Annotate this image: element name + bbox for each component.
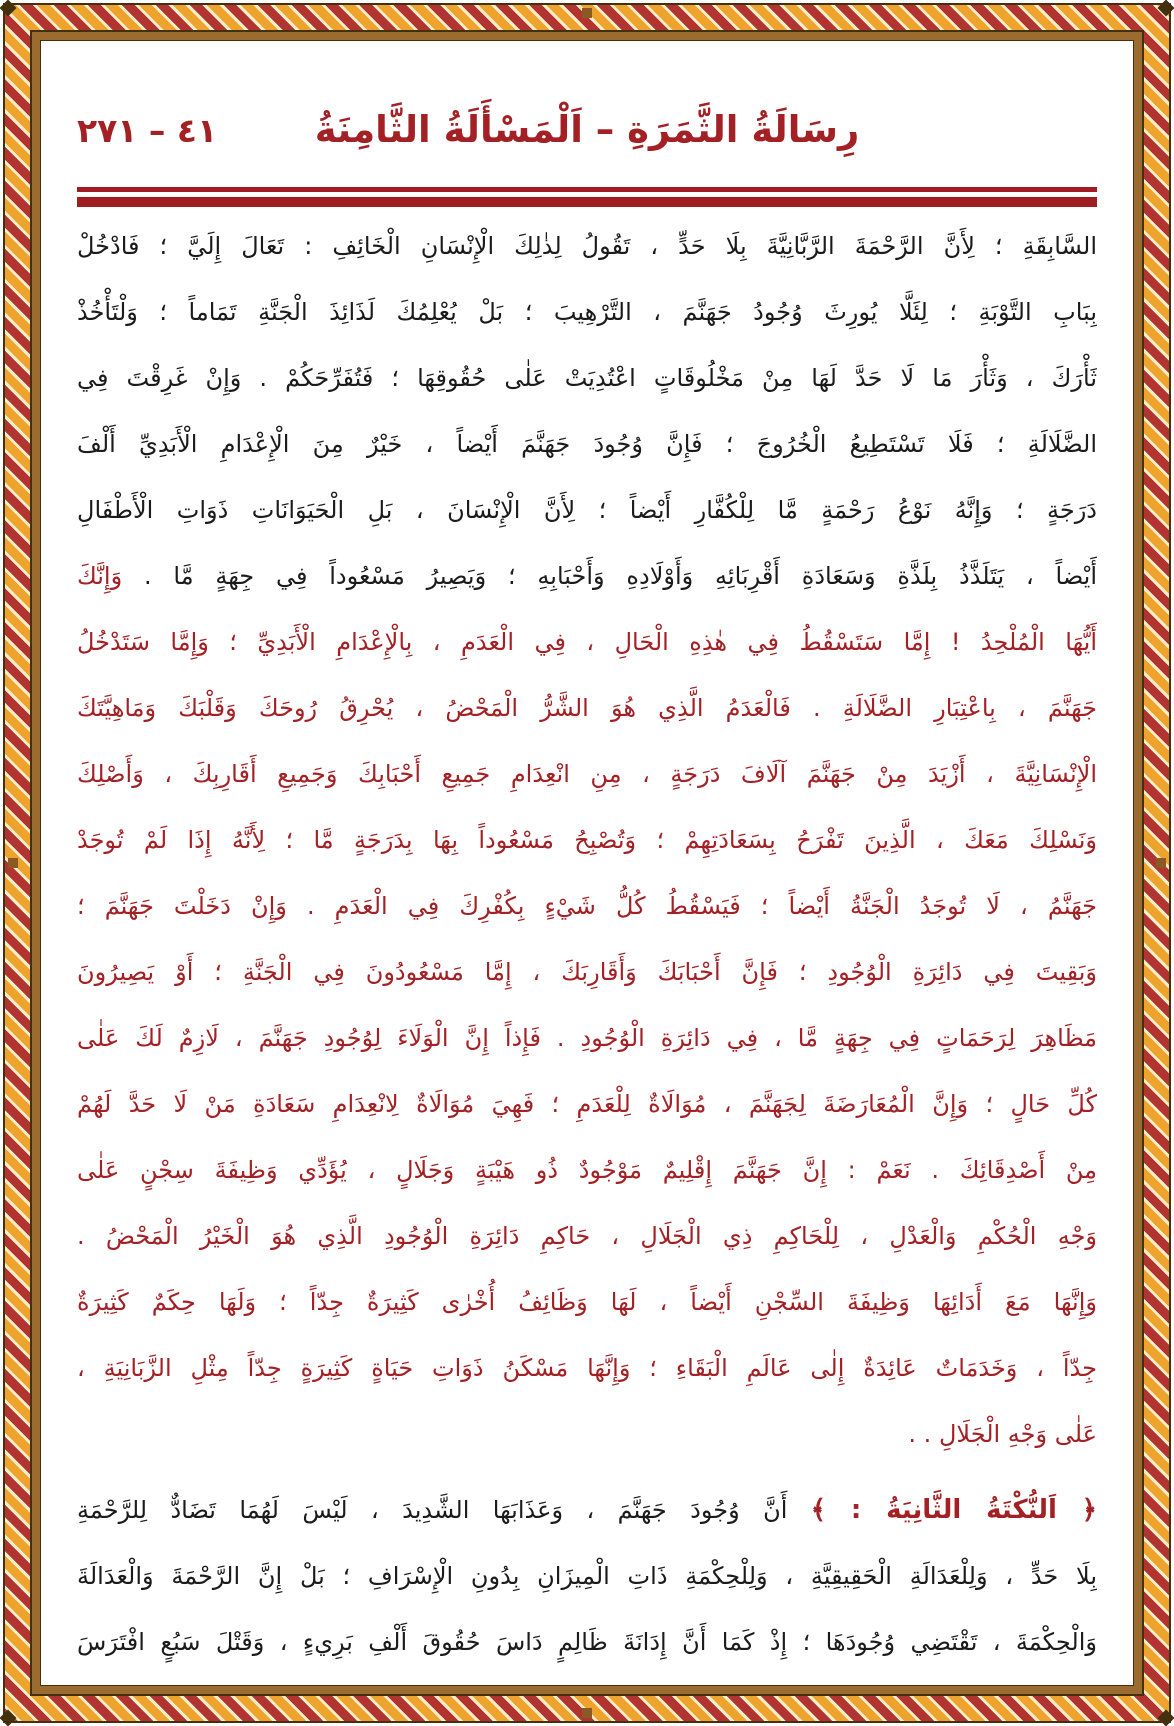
- page-header: [77, 101, 1097, 159]
- section-ornament-label: ﴿ اَلنُّكْتَةُ الثَّانِيَةُ : ﴾: [810, 1495, 1097, 1525]
- text-line: [77, 1609, 1097, 1675]
- text-segment: أَيُّهَا الْمُلْحِدُ ! إِمَّا سَتَسْقُطُ فِي هٰذِهِ الْحَالِ ، فِي الْعَدَمِ ، بِالْإِعْدَامِ الْأَبَدِيِّ ؛ وَإِمَّا سَتَدْخُلُ: [77, 628, 1097, 656]
- frame-edge-ornament: [582, 1708, 592, 1718]
- text-segment: السَّابِقَةِ ؛ لِأَنَّ الرَّحْمَةَ الرَّبَّانِيَّةَ بِلَا حَدٍّ ، تَقُولُ لِذٰلِكَ الْإِنْسَانِ الْخَائِفِ : تَعَالَ إِلَيَّ ؛ فَادْخُلْ: [77, 232, 1097, 260]
- text-segment: وَجْهِ الْحُكْمِ وَالْعَدْلِ ، لِلْحَاكِمِ ذِي الْجَلَالِ ، حَاكِمِ دَائِرَةِ الْوُجُودِ الَّذِي هُوَ الْخَيْرُ الْمَحْضُ .: [77, 1222, 1097, 1250]
- frame-edge-ornament: [582, 8, 592, 18]
- text-line: [77, 939, 1097, 1005]
- text-line: [77, 873, 1097, 939]
- text-segment: بِلَا حَدٍّ ، وَلِلْعَدَالَةِ الْحَقِيقِيَّةِ ، وَلِلْحِكْمَةِ ذَاتِ الْمِيزَانِ بِدُونِ الْإِسْرَافِ ؛ بَلْ إِنَّ الرَّحْمَةَ وَالْعَدَالَةَ: [77, 1562, 1097, 1590]
- text-segment: جَهَنَّمُ ، لَا تُوجَدُ الْجَنَّةُ أَيْضاً ؛ فَيَسْقُطُ كُلُّ شَيْءٍ بِكُفْرِكَ فِي الْعَدَمِ . وَإِنْ دَخَلْتَ جَهَنَّمَ ؛: [77, 892, 1097, 920]
- text-segment: وَالْحِكْمَةَ ، تَقْتَضِي وُجُودَهَا ؛ إِذْ كَمَا أَنَّ إِدَانَةَ ظَالِمٍ دَاسَ حُقُوقَ أَلْفِ بَرِيءٍ ، وَقَتْلَ سَبُعٍ افْتَرَسَ: [77, 1628, 1097, 1656]
- text-segment: وَإِنَّهَا مَعَ أَدَائِهَا وَظِيفَةَ السِّجْنِ أَيْضاً ، لَهَا وَظَائِفُ أُخْرٰى كَثِيرَةٌ جِدّاً ؛ وَلَهَا حِكَمٌ كَثِيرَةٌ: [77, 1288, 1097, 1316]
- page-number: ٤١ – ٢٧١: [77, 111, 218, 150]
- header-rule-thick: [77, 197, 1097, 207]
- text-line: [77, 543, 1097, 609]
- frame-corner-ornament: [1158, 1710, 1174, 1726]
- text-line: [77, 1005, 1097, 1071]
- header-rule-thin: [77, 187, 1097, 192]
- page-title: رِسَالَةُ الثَّمَرَةِ – اَلْمَسْأَلَةُ الثَّامِنَةُ: [314, 108, 860, 151]
- text-line: [77, 213, 1097, 279]
- text-segment: أَيْضاً ، يَتَلَذَّذُ بِلَذَّةِ وَسَعَادَةِ أَقْرِبَائِهِ وَأَوْلَادِهِ وَأَحْبَابِهِ ؛ وَيَصِيرُ مَسْعُوداً فِي جِهَةٍ مَّا .: [122, 562, 1097, 590]
- text-segment: دَرَجَةٍ ؛ وَإِنَّهُ نَوْعُ رَحْمَةٍ مَّا لِلْكُفَّارِ أَيْضاً ؛ لِأَنَّ الْإِنْسَانَ ، بَلِ الْحَيَوَانَاتِ ذَوَاتِ الْأَطْفَالِ: [77, 496, 1097, 524]
- text-line: [77, 477, 1097, 543]
- text-line: [77, 741, 1097, 807]
- text-segment: كُلِّ حَالٍ ؛ وَإِنَّ الْمُعَارَضَةَ لِجَهَنَّمَ ، مُوَالَاةٌ لِلْعَدَمِ ؛ فَهِيَ مُوَالَاةٌ لِانْعِدَامِ سَعَادَةِ مَنْ لَا حَدَّ لَهُمْ: [77, 1090, 1097, 1118]
- frame-corner-ornament: [1158, 0, 1174, 16]
- text-segment: مَظَاهِرَ لِرَحَمَاتٍ فِي جِهَةٍ مَّا ، فِي دَائِرَةِ الْوُجُودِ . فَإِذاً إِنَّ الْوَلَاءَ لِوُجُودِ جَهَنَّمَ ، لَازِمٌ لَكَ عَلٰى: [77, 1024, 1097, 1052]
- frame-corner-ornament: [0, 1710, 16, 1726]
- body-text: [77, 213, 1097, 1675]
- text-segment: جِدّاً ، وَخَدَمَاتٌ عَائِدَةٌ إِلٰى عَالَمِ الْبَقَاءِ ؛ وَإِنَّهَا مَسْكَنُ ذَوَاتِ حَيَاةٍ كَثِيرَةٍ جِدّاً مِثْلِ الزَّبَانِيَةِ ،: [77, 1354, 1097, 1382]
- text-segment: وَإِنَّكَ: [77, 562, 123, 590]
- text-segment: مِنْ أَصْدِقَائِكَ . نَعَمْ : إِنَّ جَهَنَّمَ إِقْلِيمٌ مَوْجُودٌ ذُو هَيْبَةٍ وَجَلَالٍ ، يُؤَدِّي وَظِيفَةَ سِجْنٍ عَلٰى: [77, 1156, 1097, 1184]
- text-line: [77, 411, 1097, 477]
- frame-edge-ornament: [8, 858, 18, 868]
- page-content: [40, 40, 1134, 1686]
- text-segment: عَلٰى وَجْهِ الْجَلَالِ . .: [908, 1420, 1097, 1448]
- frame-edge-ornament: [1156, 858, 1166, 868]
- text-line: [77, 807, 1097, 873]
- text-segment: الضَّلَالَةِ ؛ فَلَا تَسْتَطِيعُ الْخُرُوجَ ؛ فَإِنَّ وُجُودَ جَهَنَّمَ أَيْضاً ، خَيْرٌ مِنَ الْإِعْدَامِ الْأَبَدِيِّ أَلْفَ: [77, 430, 1097, 458]
- text-line: [77, 1335, 1097, 1401]
- text-segment: جَهَنَّمَ ، بِاعْتِبَارِ الضَّلَالَةِ . فَالْعَدَمُ الَّذِي هُوَ الشَّرُّ الْمَحْضُ ، يُحْرِقُ رُوحَكَ وَقَلْبَكَ وَمَاهِيَّتَكَ: [77, 694, 1097, 722]
- text-line: [77, 675, 1097, 741]
- text-line: [77, 1269, 1097, 1335]
- text-line: [77, 1543, 1097, 1609]
- text-line: [77, 279, 1097, 345]
- ornamental-border-frame: [3, 3, 1171, 1723]
- text-line: [77, 1137, 1097, 1203]
- text-segment: وَبَقِيتَ فِي دَائِرَةِ الْوُجُودِ ؛ فَإِنَّ أَحْبَابَكَ وَأَقَارِبَكَ ، إِمَّا مَسْعُودُونَ فِي الْجَنَّةِ ؛ أَوْ يَصِيرُونَ: [77, 958, 1097, 986]
- text-line: [77, 1401, 1097, 1467]
- text-line: [77, 345, 1097, 411]
- text-line: [77, 1477, 1097, 1543]
- text-line: [77, 1071, 1097, 1137]
- header-rule: [77, 187, 1097, 207]
- text-segment: بِبَابِ التَّوْبَةِ ؛ لِئَلَّا يُورِثَ وُجُودُ جَهَنَّمَ ، التَّرْهِيبَ ؛ بَلْ يُعْلِمُكَ لَذَائِذَ الْجَنَّةِ تَمَاماً ؛ وَلْتَأْخُذْ: [77, 298, 1097, 326]
- text-segment: الْإِنْسَانِيَّةَ ، أَزْيَدَ مِنْ جَهَنَّمَ آلَافَ دَرَجَةٍ ، مِنِ انْعِدَامِ جَمِيعِ أَحْبَابِكَ وَجَمِيعِ أَقَارِبِكَ ، وَأَصْلِكَ: [77, 760, 1097, 788]
- text-segment: وَنَسْلِكَ مَعَكَ ، الَّذِينَ تَفْرَحُ بِسَعَادَتِهِمْ ؛ وَتُصْبِحُ مَسْعُوداً بِهَا بِدَرَجَةٍ مَّا ؛ لِأَنَّهُ إِذَا لَمْ تُوجَدْ: [77, 826, 1097, 854]
- text-segment: أَنَّ وُجُودَ جَهَنَّمَ ، وَعَذَابَهَا الشَّدِيدَ ، لَيْسَ لَهُمَا تَضَادٌّ لِلرَّحْمَةِ: [77, 1496, 811, 1524]
- text-line: [77, 609, 1097, 675]
- frame-corner-ornament: [0, 0, 16, 16]
- text-segment: ثَأْرَكَ ، وَثَأْرَ مَا لَا حَدَّ لَهَا مِنْ مَخْلُوقَاتٍ اعْتُدِيَتْ عَلٰى حُقُوقِهَا ؛ فَتُفَرِّحَكُمْ . وَإِنْ غَرِقْتَ فِي: [77, 364, 1097, 392]
- text-line: [77, 1203, 1097, 1269]
